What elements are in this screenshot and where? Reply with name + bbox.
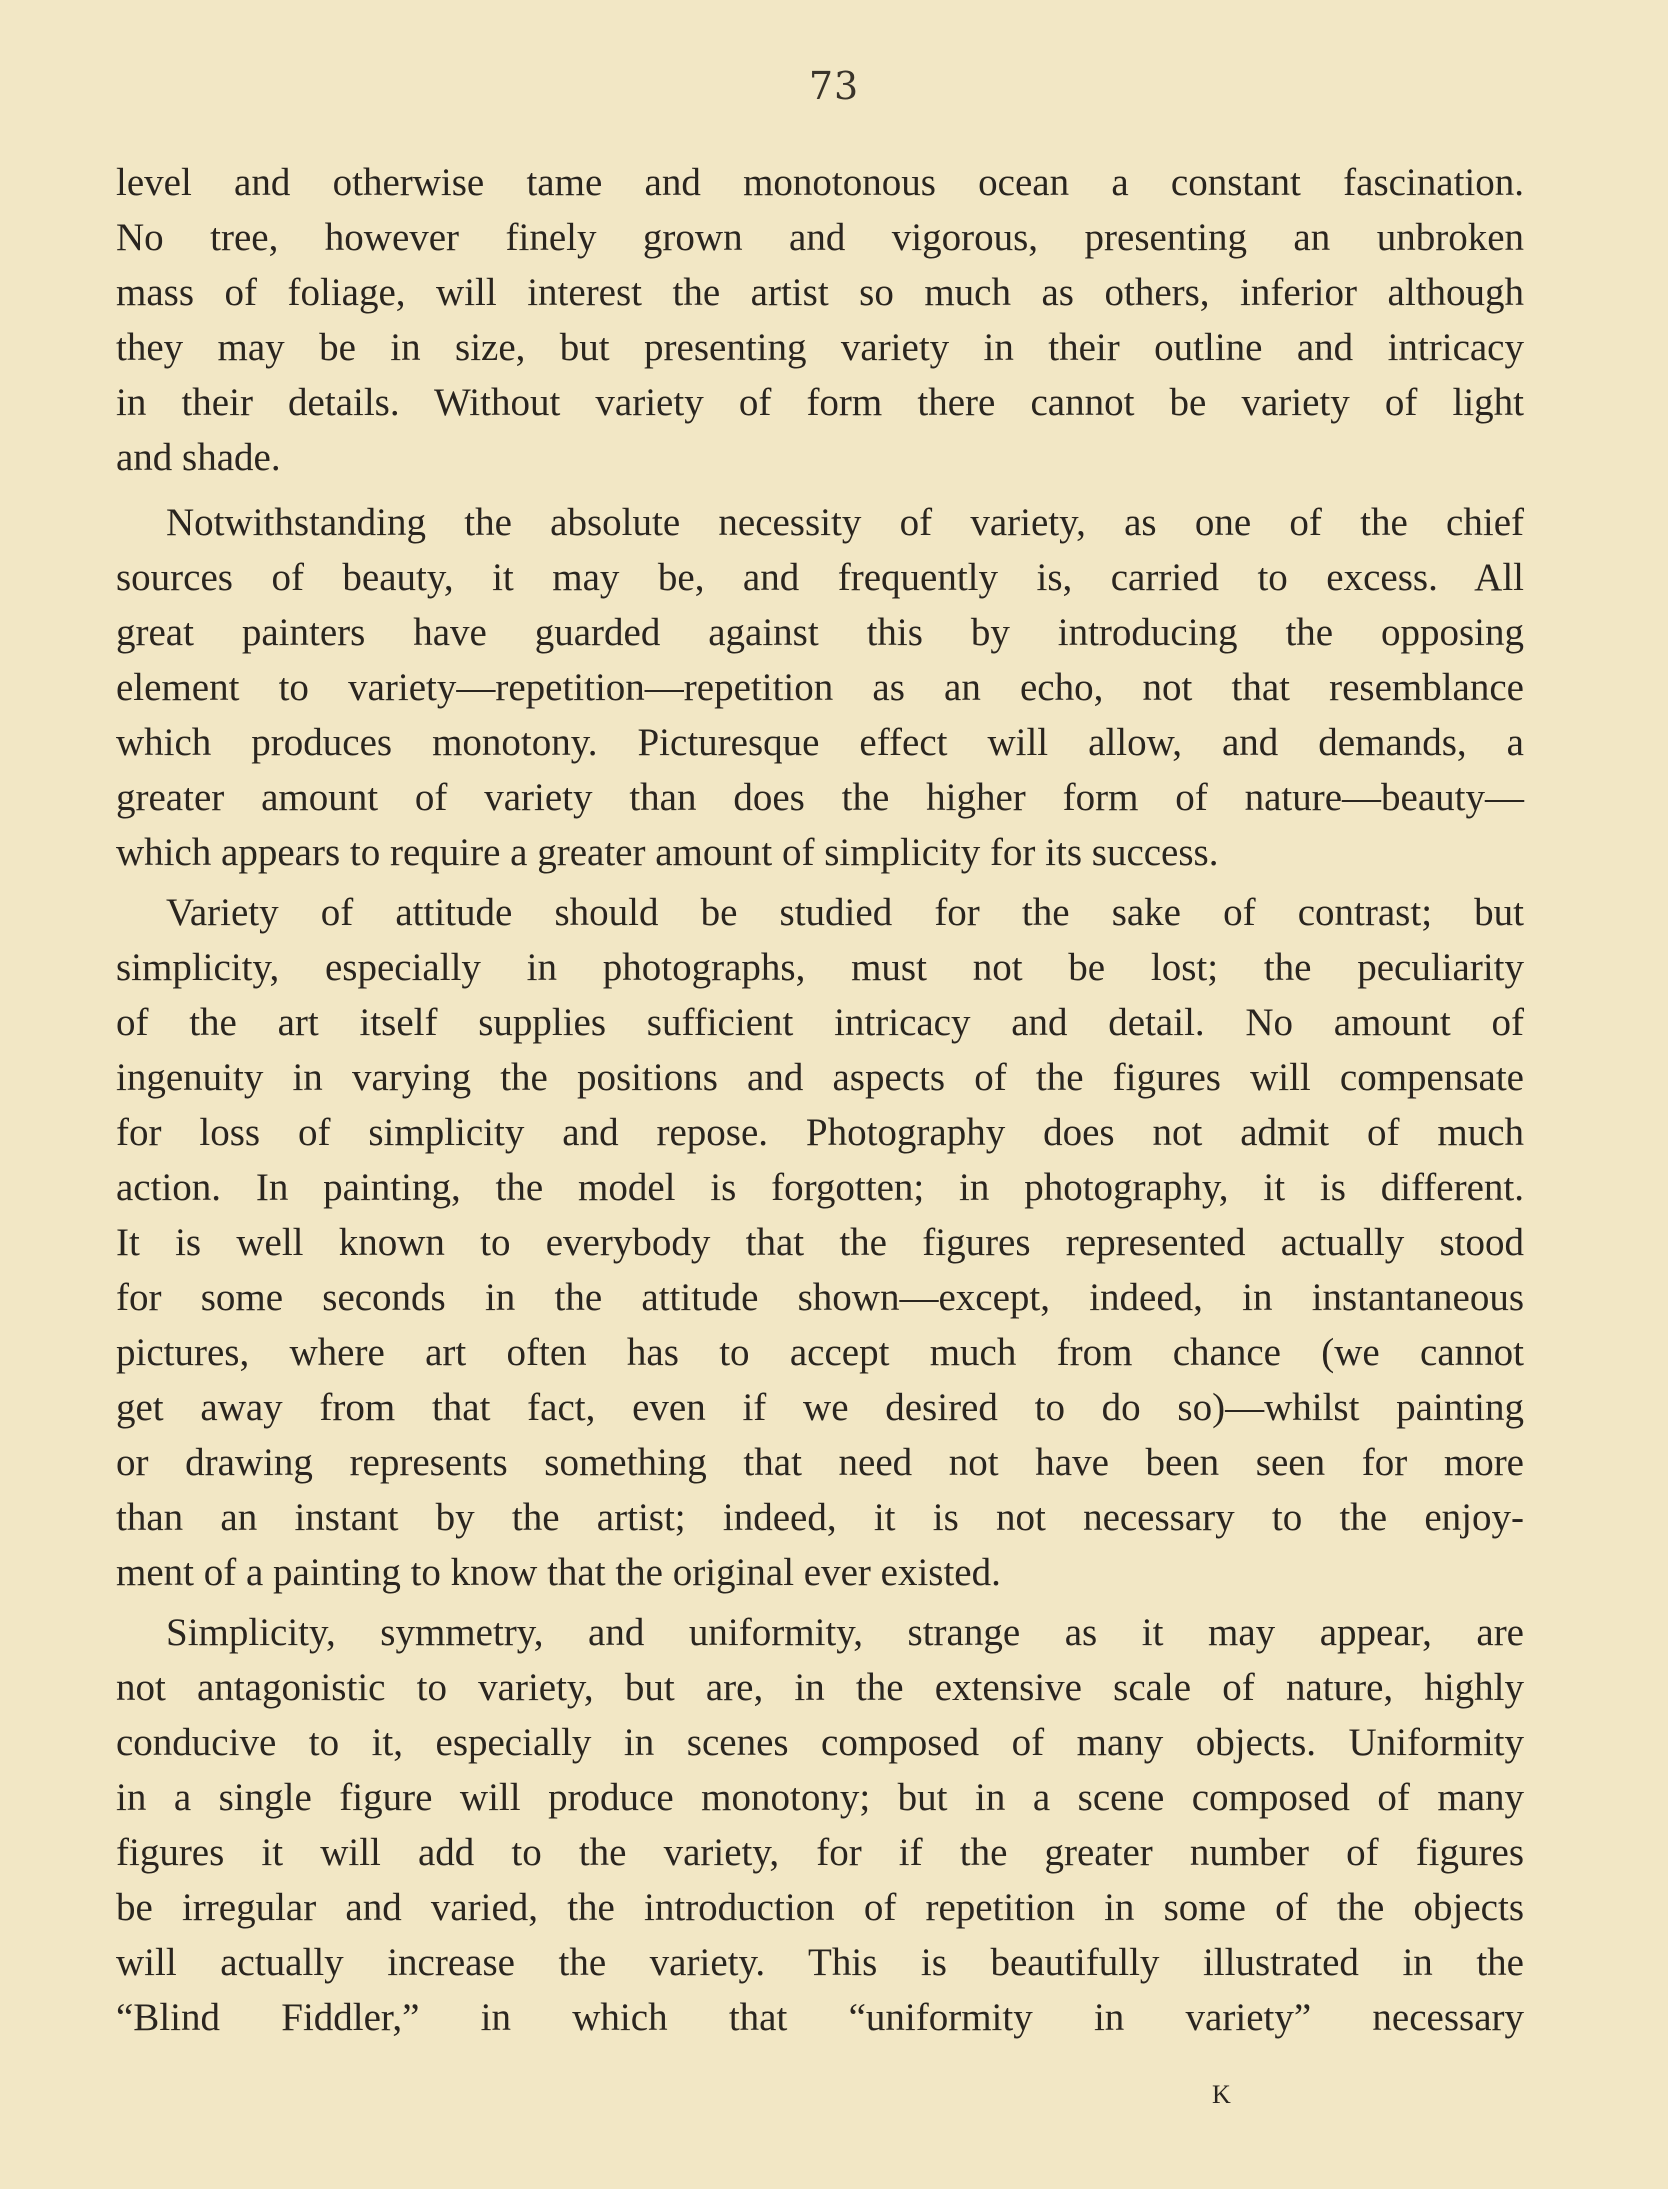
text-line: Simplicity, symmetry, and uniformity, strange as it may appear, are [166, 1611, 1524, 1654]
page-number: 73 [808, 64, 860, 108]
text-line: It is well known to everybody that the figures represented actually stood [116, 1221, 1524, 1264]
text-line: be irregular and varied, the introduction of repetition in some of the objects [116, 1886, 1524, 1929]
text-line: which produces monotony. Picturesque effect will allow, and demands, a [116, 721, 1524, 764]
text-line: for some seconds in the attitude shown—except, indeed, in instantaneous [116, 1276, 1524, 1319]
text-line: than an instant by the artist; indeed, it is not necessary to the enjoy- [116, 1496, 1524, 1539]
text-line: figures it will add to the variety, for if the greater number of figures [116, 1831, 1524, 1874]
text-line: level and otherwise tame and monotonous ocean a constant fascination. [116, 161, 1524, 204]
text-line: No tree, however finely grown and vigorous, presenting an unbroken [116, 216, 1524, 259]
text-line: ingenuity in varying the positions and aspects of the figures will compensate [116, 1056, 1524, 1099]
text-line: element to variety—repetition—repetition as an echo, not that resemblance [116, 666, 1524, 709]
text-line: they may be in size, but presenting variety in their outline and intricacy [116, 326, 1524, 369]
text-line: for loss of simplicity and repose. Photography does not admit of much [116, 1111, 1524, 1154]
text-line: will actually increase the variety. This is beautifully illustrated in the [116, 1941, 1524, 1984]
text-line: in their details. Without variety of form there cannot be variety of light [116, 381, 1524, 424]
text-line: simplicity, especially in photographs, must not be lost; the peculiarity [116, 946, 1524, 989]
text-line: greater amount of variety than does the higher form of nature—beauty— [116, 776, 1524, 819]
text-line: of the art itself supplies sufficient intricacy and detail. No amount of [116, 1001, 1524, 1044]
text-line: Notwithstanding the absolute necessity of variety, as one of the chief [166, 501, 1524, 544]
text-line: not antagonistic to variety, but are, in the extensive scale of nature, highly [116, 1666, 1524, 1709]
text-line: “Blind Fiddler,” in which that “uniformity in variety” necessary [116, 1996, 1524, 2039]
text-line: Variety of attitude should be studied for the sake of contrast; but [166, 891, 1524, 934]
text-line: mass of foliage, will interest the artist so much as others, inferior although [116, 271, 1524, 314]
text-line: and shade. [116, 436, 281, 479]
signature-mark: K [1212, 2080, 1231, 2109]
text-line: conducive to it, especially in scenes composed of many objects. Uniformity [116, 1721, 1524, 1764]
text-line: action. In painting, the model is forgotten; in photography, it is different. [116, 1166, 1524, 1209]
text-line: ment of a painting to know that the original ever existed. [116, 1551, 1001, 1594]
text-line: get away from that fact, even if we desired to do so)—whilst painting [116, 1386, 1524, 1429]
text-line: which appears to require a greater amount of simplicity for its success. [116, 831, 1219, 874]
text-line: great painters have guarded against this by introducing the opposing [116, 611, 1524, 654]
text-line: sources of beauty, it may be, and frequently is, carried to excess. All [116, 556, 1524, 599]
text-line: in a single figure will produce monotony; but in a scene composed of many [116, 1776, 1524, 1819]
text-line: or drawing represents something that need not have been seen for more [116, 1441, 1524, 1484]
text-line: pictures, where art often has to accept much from chance (we cannot [116, 1331, 1524, 1374]
